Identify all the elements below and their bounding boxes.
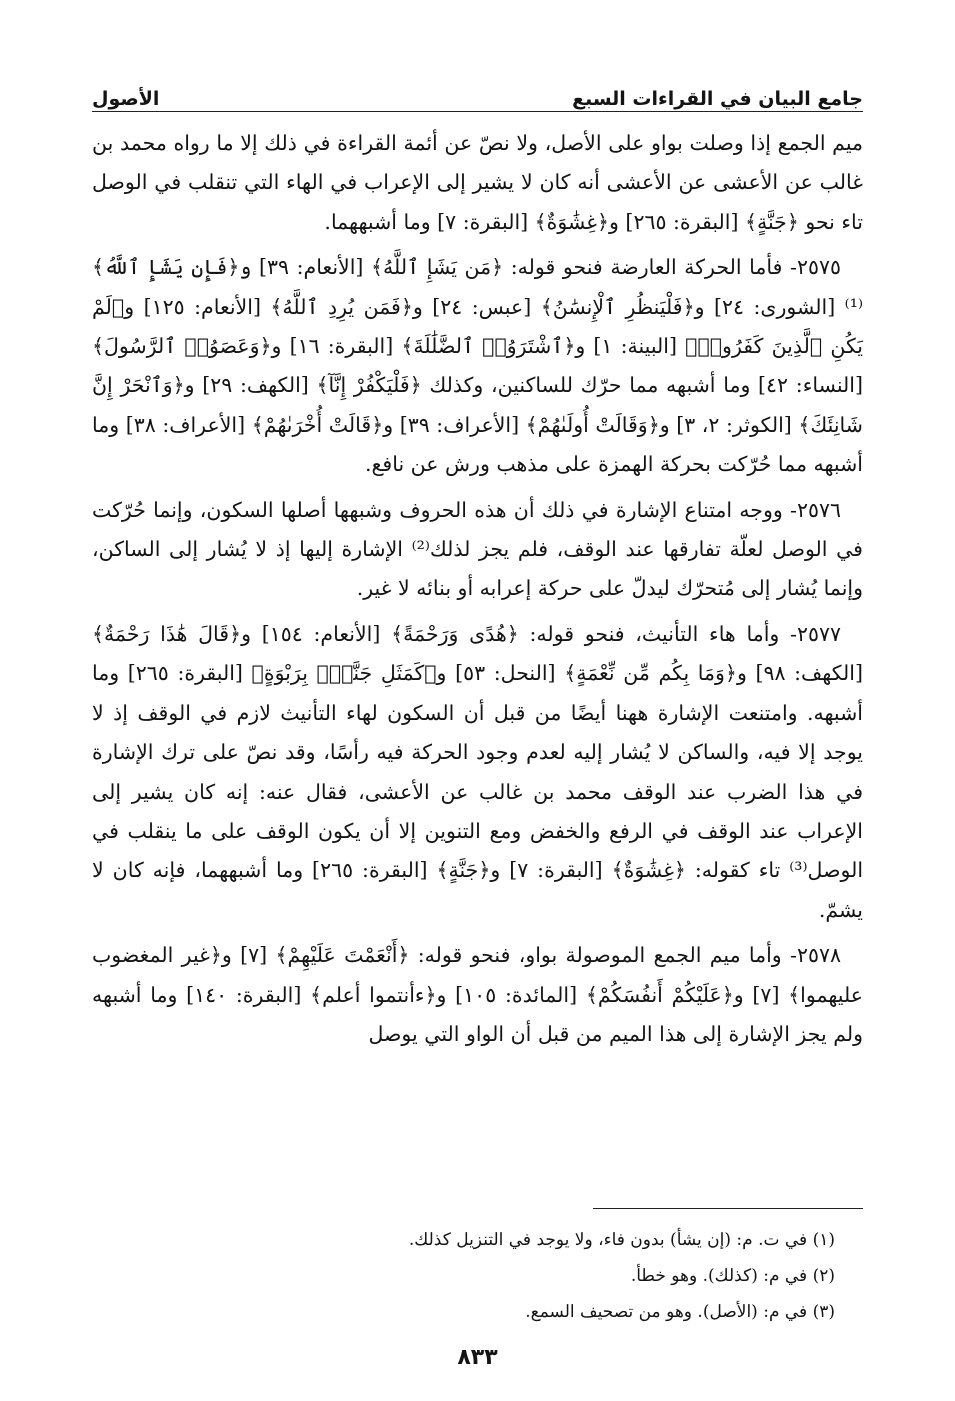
chapter-title: الأصول: [92, 88, 160, 110]
footnote: (٢) في م: (كذلك). وهو خطأ.: [630, 1266, 835, 1286]
book-title: جامع البيان في القراءات السبع: [572, 88, 863, 110]
paragraph: ٢٥٧٦- ووجه امتناع الإشارة في ذلك أن هذه الحروف وشبهها أصلها السكون، وإنما حُرّكت في الوصل لعلّة تفارقها عند الوقف، فلم يجز لذلك⁽²⁾ الإشارة إليها إذ لا يُشار إلى الساكن، وإنما يُشار إلى مُتحرّك ليدلّ على حركة إعرابه أو بنائه لا غير.: [92, 497, 863, 601]
header-divider: [92, 111, 863, 112]
footnote: (١) في ت. م: (إن يشأ) بدون فاء، ولا يوجد في التنزيل كذلك.: [408, 1230, 835, 1250]
paragraph: ٢٥٧٥- فأما الحركة العارضة فنحو قوله: ﴿مَن يَشَإِ ٱللَّهُ﴾ [الأنعام: ٣٩] و﴿فَإِن يَشَإِ ٱللَّهُ﴾⁽¹⁾ [الشورى: ٢٤] و﴿فَلْيَنظُرِ ٱلْإِنسَٰنُ﴾ [عبس: ٢٤] و﴿فَمَن يُرِدِ ٱللَّهُ﴾ [الأنعام: ١٢٥] و﴿لَمْ يَكُنِ ٱلَّذِينَ كَفَرُوا۟﴾ [البينة: ١] و﴿ٱشْتَرَوُا۟ ٱلضَّلَٰلَةَ﴾ [البقرة: ١٦] و﴿وَعَصَوُا۟ ٱلرَّسُولَ﴾ [النساء: ٤٢] وما أشبهه مما حرّك للساكنين، وكذلك ﴿فَلْيَكْفُرْ إِنَّآ﴾ [الكهف: ٢٩] و﴿وَٱنْحَرْ إِنَّ شَانِئَكَ﴾ [الكوثر: ٢، ٣] و﴿وَقَالَتْ أُولَىٰهُمْ﴾ [الأعراف: ٣٩] و﴿قَالَتْ أُخْرَىٰهُمْ﴾ [الأعراف: ٣٨] وما أشبهه مما حُرّكت بحركة الهمزة على مذهب ورش عن نافع.: [92, 255, 863, 477]
paragraph: ٢٥٧٨- وأما ميم الجمع الموصولة بواو، فنحو قوله: ﴿أَنْعَمْتَ عَلَيْهِمْ﴾ [٧] و﴿غير المغضوب عليهموا﴾ [٧] و﴿عَلَيْكُمْ أَنفُسَكُمْ﴾ [المائدة: ١٠٥] و﴿ءأنتموا أعلم﴾ [البقرة: ١٤٠] وما أشبهه ولم يجز الإشارة إلى هذا الميم من قبل أن الواو التي يوصل: [92, 943, 863, 1046]
running-header: [92, 70, 863, 110]
page-number: ٨٣٣: [457, 1345, 498, 1370]
paragraph: ٢٥٧٧- وأما هاء التأنيث، فنحو قوله: ﴿هُدًى وَرَحْمَةً﴾ [الأنعام: ١٥٤] و﴿قَالَ هَٰذَا رَحْمَةٌ﴾ [الكهف: ٩٨] و﴿وَمَا بِكُم مِّن نِّعْمَةٍ﴾ [النحل: ٥٣] و﴿كَمَثَلِ جَنَّةٍۭ بِرَبْوَةٍ﴾ [البقرة: ٢٦٥] وما أشبهه. وامتنعت الإشارة ههنا أيضًا من قبل أن السكون لهاء التأنيث لازم في الوقف إذ لا يوجد إلا فيه، والساكن لا يُشار إليه لعدم وجود الحركة فيه رأسًا، وقد نصّ على ترك الإشارة في هذا الضرب عند الوقف محمد بن غالب عن الأعشى، فقال عنه: إنه كان يشير إلى الإعراب عند الوقف في الرفع والخفض ومع التنوين إلا أن يكون الوقف على ما ينقلب في الوصل⁽³⁾ تاء كقوله: ﴿غِشَٰوَةٌ﴾ [البقرة: ٧] و﴿جَنَّةٍ﴾ [البقرة: ٢٦٥] وما أشبههما، فإنه كان لا يشمّ.: [92, 621, 864, 922]
main-text: [92, 124, 863, 1060]
footnote: (٣) في م: (الأصل). وهو من تصحيف السمع.: [525, 1302, 835, 1322]
paragraph: ميم الجمع إذا وصلت بواو على الأصل، ولا نصّ عن أئمة القراءة في ذلك إلا ما رواه محمد بن غالب عن الأعشى عن الأعشى أنه كان لا يشير إلى الإعراب في الهاء التي تنقلب في الوصل تاء نحو ﴿جَنَّةٍ﴾ [البقرة: ٢٦٥] و﴿غِشَٰوَةٌ﴾ [البقرة: ٧] وما أشبههما.: [92, 131, 863, 234]
footnote-divider: [593, 1208, 863, 1209]
footnotes: [92, 1222, 835, 1330]
